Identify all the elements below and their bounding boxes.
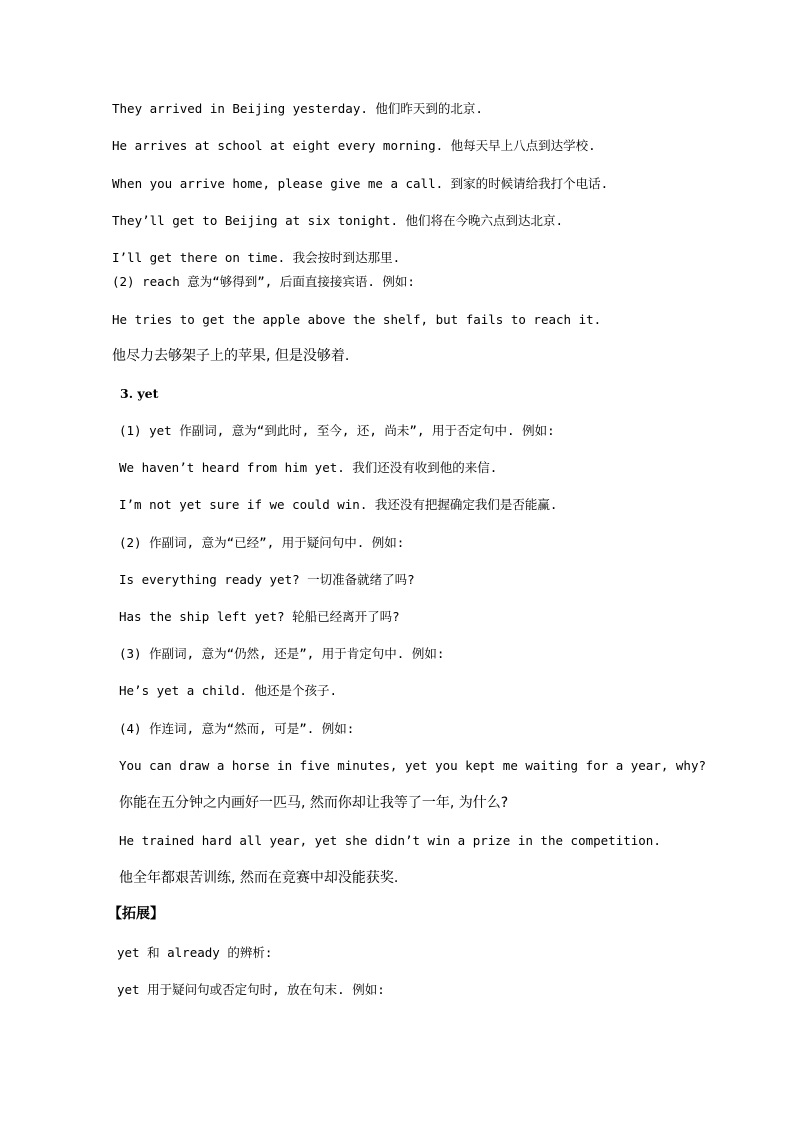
reach-definition: (2) reach 意为“够得到”, 后面直接接宾语. 例如: (112, 274, 415, 289)
section-heading-yet: 3. yet (120, 386, 159, 401)
example-sentence-13: He trained hard all year, yet she didn’t win a prize in the competition. (119, 833, 661, 848)
translation-6: 他尽力去够架子上的苹果, 但是没够着. (112, 348, 350, 364)
yet-definition-3: (3) 作副词, 意为“仍然, 还是”, 用于肯定句中. 例如: (119, 646, 445, 661)
example-sentence-11: He’s yet a child. 他还是个孩子. (119, 683, 337, 698)
example-sentence-5: I’ll get there on time. 我会按时到达那里. (112, 250, 401, 265)
example-sentence-1: They arrived in Beijing yesterday. 他们昨天到的北京. (112, 101, 483, 116)
translation-13: 他全年都艰苦训练, 然而在竞赛中却没能获奖. (119, 870, 399, 886)
yet-definition-2: (2) 作副词, 意为“已经”, 用于疑问句中. 例如: (119, 535, 405, 550)
example-sentence-2: He arrives at school at eight every morning. 他每天早上八点到达学校. (112, 138, 596, 153)
example-sentence-3: When you arrive home, please give me a call. 到家的时候请给我打个电话. (112, 176, 609, 191)
translation-12: 你能在五分钟之内画好一匹马, 然而你却让我等了一年, 为什么? (119, 795, 509, 811)
example-sentence-9: Is everything ready yet? 一切准备就绪了吗? (119, 572, 415, 587)
example-sentence-10: Has the ship left yet? 轮船已经离开了吗? (119, 609, 400, 624)
yet-definition-1: (1) yet 作副词, 意为“到此时, 至今, 还, 尚未”, 用于否定句中. 例如: (119, 423, 555, 438)
extension-heading: 【拓展】 (108, 906, 164, 922)
example-sentence-12: You can draw a horse in five minutes, yet you kept me waiting for a year, why? (119, 758, 706, 773)
example-sentence-6: He tries to get the apple above the shelf, but fails to reach it. (112, 312, 602, 327)
yet-already-comparison: yet 和 already 的辨析: (117, 945, 273, 960)
example-sentence-7: We haven’t heard from him yet. 我们还没有收到他的来信. (119, 460, 498, 475)
yet-usage-note: yet 用于疑问句或否定句时, 放在句末. 例如: (117, 982, 385, 997)
yet-definition-4: (4) 作连词, 意为“然而, 可是”. 例如: (119, 721, 355, 736)
example-sentence-8: I’m not yet sure if we could win. 我还没有把握确定我们是否能赢. (119, 497, 558, 512)
example-sentence-4: They’ll get to Beijing at six tonight. 他们将在今晚六点到达北京. (112, 213, 564, 228)
